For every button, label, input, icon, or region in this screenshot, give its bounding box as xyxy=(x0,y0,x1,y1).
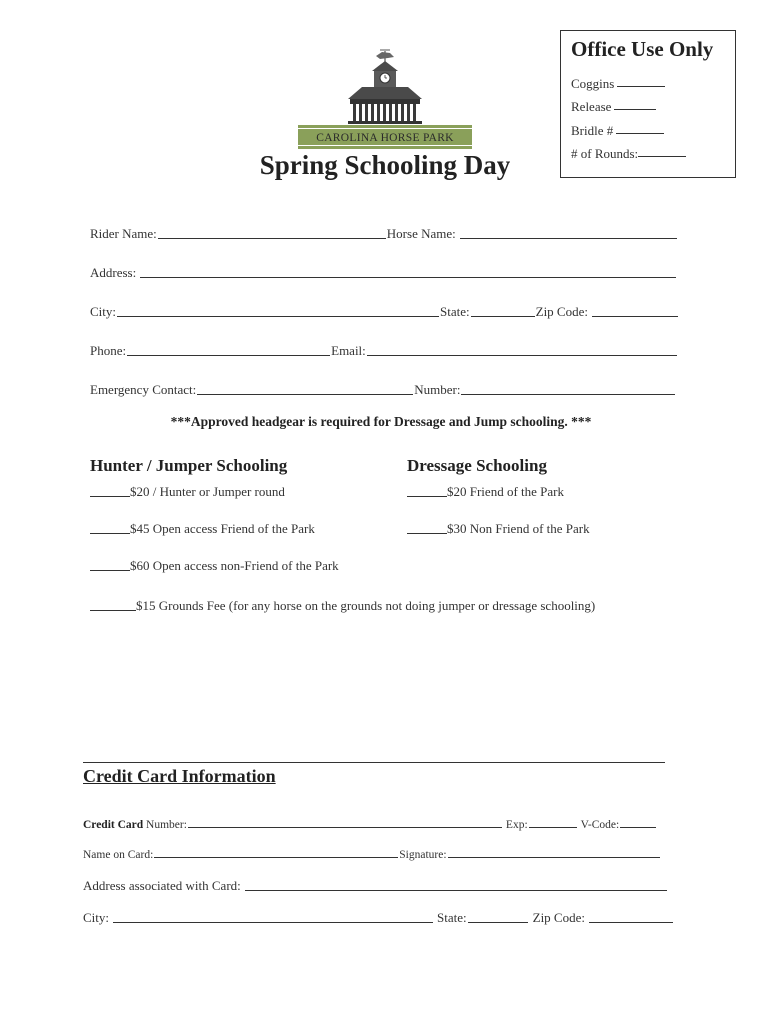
city-label: City: xyxy=(90,304,117,319)
address-label: Address: xyxy=(90,265,137,280)
clubhouse-icon xyxy=(296,47,474,151)
card-city-field[interactable] xyxy=(113,922,433,923)
card-zip-field[interactable] xyxy=(589,922,673,923)
hunter-option-non-friend[interactable]: $60 Open access non-Friend of the Park xyxy=(90,558,339,574)
card-state-field[interactable] xyxy=(468,922,528,923)
dressage-option-non-friend[interactable]: $30 Non Friend of the Park xyxy=(407,521,590,537)
emergency-contact-label: Emergency Contact: xyxy=(90,382,197,397)
number-field[interactable] xyxy=(461,394,675,395)
office-coggins-field[interactable]: Coggins xyxy=(571,68,725,92)
credit-card-label: Credit Card xyxy=(83,819,144,831)
address-field[interactable] xyxy=(140,277,676,278)
card-state-label: State: xyxy=(437,910,467,925)
exp-field[interactable] xyxy=(529,827,577,828)
state-field[interactable] xyxy=(471,316,535,317)
card-zip-label: Zip Code: xyxy=(532,910,585,925)
vcode-label: V-Code: xyxy=(580,819,620,831)
office-bridle-field[interactable]: Bridle # xyxy=(571,115,725,139)
emergency-contact-field[interactable] xyxy=(197,394,413,395)
card-address-row xyxy=(83,878,668,894)
hunter-option-friend[interactable]: $45 Open access Friend of the Park xyxy=(90,521,315,537)
exp-label: Exp: xyxy=(505,819,528,831)
rider-name-label: Rider Name: xyxy=(90,226,157,241)
phone-row xyxy=(90,343,678,359)
rider-name-row xyxy=(90,226,678,242)
address-row xyxy=(90,265,677,281)
horse-name-label: Horse Name: xyxy=(386,226,456,241)
signature-field[interactable] xyxy=(448,857,660,858)
hunter-option-round[interactable]: $20 / Hunter or Jumper round xyxy=(90,484,285,500)
credit-card-heading: Credit Card Information xyxy=(83,766,276,786)
dressage-heading: Dressage Schooling xyxy=(407,456,547,475)
card-city-row xyxy=(83,910,674,926)
card-number-field[interactable] xyxy=(188,827,502,828)
number-label: Number: xyxy=(414,382,461,397)
headgear-notice: ***Approved headgear is required for Dressage and Jump schooling. *** xyxy=(170,414,592,429)
card-city-label: City: xyxy=(83,910,110,925)
signature-label: Signature: xyxy=(399,849,447,861)
logo-text: CAROLINA HORSE PARK xyxy=(316,132,454,144)
card-address-label: Address associated with Card: xyxy=(83,878,241,893)
city-row xyxy=(90,304,679,320)
email-label: Email: xyxy=(331,343,366,358)
hunter-jumper-heading: Hunter / Jumper Schooling xyxy=(90,456,288,475)
card-address-field[interactable] xyxy=(245,890,667,891)
name-signature-row xyxy=(83,849,661,861)
office-use-box xyxy=(560,30,736,178)
emergency-row xyxy=(90,382,676,398)
zip-field[interactable] xyxy=(592,316,678,317)
card-number-label: Number: xyxy=(146,819,187,831)
name-on-card-field[interactable] xyxy=(154,857,398,858)
vcode-field[interactable] xyxy=(620,827,656,828)
state-label: State: xyxy=(440,304,470,319)
page-title: Spring Schooling Day xyxy=(259,150,511,180)
office-rounds-field[interactable]: # of Rounds: xyxy=(571,139,725,163)
email-field[interactable] xyxy=(367,355,677,356)
horse-name-field[interactable] xyxy=(460,238,677,239)
office-release-field[interactable]: Release xyxy=(571,92,725,116)
phone-label: Phone: xyxy=(90,343,127,358)
card-number-row xyxy=(83,819,657,831)
grounds-fee-option[interactable]: $15 Grounds Fee (for any horse on the grounds not doing jumper or dressage schooling) xyxy=(90,598,595,614)
city-field[interactable] xyxy=(117,316,439,317)
office-use-title: Office Use Only xyxy=(571,37,714,61)
name-on-card-label: Name on Card: xyxy=(83,849,154,861)
carolina-horse-park-logo xyxy=(296,47,474,151)
divider xyxy=(83,762,665,763)
zip-label: Zip Code: xyxy=(535,304,588,319)
rider-name-field[interactable] xyxy=(158,238,386,239)
dressage-option-friend[interactable]: $20 Friend of the Park xyxy=(407,484,564,500)
phone-field[interactable] xyxy=(127,355,330,356)
